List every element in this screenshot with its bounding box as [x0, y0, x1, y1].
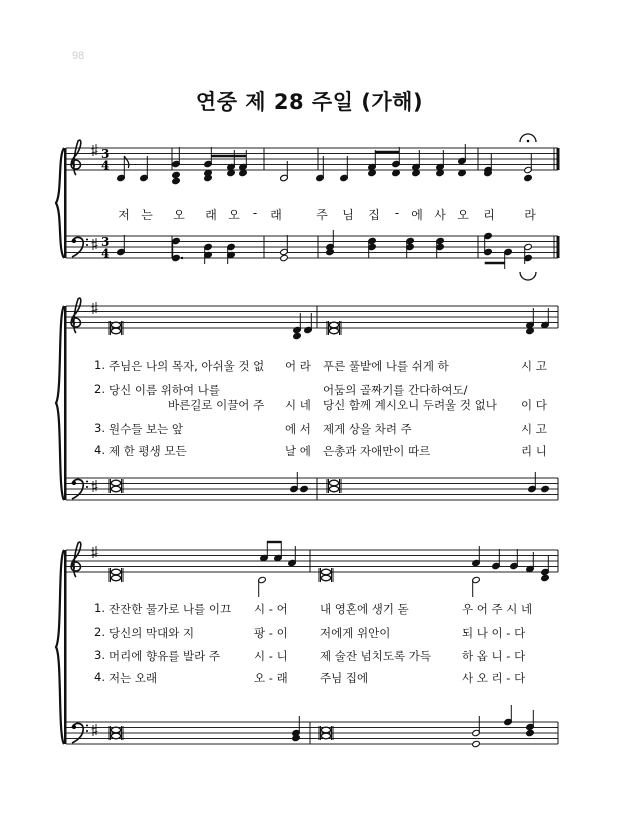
verse-text: 원수들 보는 앞 — [109, 422, 183, 436]
syllable: 는 — [141, 208, 153, 222]
verse-text: 어둠의 골짜기를 간다하여도/ — [323, 383, 468, 397]
breve-head — [111, 328, 120, 334]
breve-head — [321, 575, 330, 581]
note-head — [472, 740, 481, 747]
syllable: 오 — [228, 208, 240, 222]
final-barline — [557, 236, 560, 258]
breve-head — [111, 569, 120, 575]
note-head — [524, 174, 533, 181]
verse-text: 에 서 — [285, 422, 311, 436]
verse-text: 은총과 자애만이 따르 — [323, 444, 431, 458]
breve-head — [329, 486, 338, 492]
verse-text: 잔잔한 물가로 나를 이끄 — [109, 602, 232, 616]
syllable: 사 — [434, 208, 446, 222]
verse-text: 제게 상을 차려 주 — [323, 422, 412, 436]
fermata-dot — [527, 140, 530, 143]
verse-text: 시 고 — [521, 359, 547, 373]
note-head — [172, 171, 181, 178]
verse-text: 시 고 — [521, 422, 547, 436]
note-head — [541, 574, 550, 581]
syllable: 님 — [342, 208, 354, 222]
fermata — [520, 272, 536, 280]
verse-text: 제 한 평생 모든 — [109, 444, 187, 458]
breve-head — [321, 569, 330, 575]
sharp-sign — [92, 724, 98, 736]
page-number: 98 — [72, 50, 85, 62]
final-barline — [557, 148, 560, 170]
syllable: 주 — [316, 208, 328, 222]
bass-clef-dot — [86, 481, 88, 483]
sharp-sign — [92, 546, 98, 558]
syllable: 오 — [173, 208, 185, 222]
verse-text: 저에게 위안이 — [320, 626, 391, 640]
time-signature-bottom: 4 — [101, 158, 110, 173]
breve-head — [111, 486, 120, 492]
verse-text: 사 오 리 - 다 — [462, 671, 526, 685]
note-head — [541, 485, 550, 492]
syllable: 에 — [411, 208, 423, 222]
brace — [56, 148, 64, 258]
syllable: 오 — [457, 208, 469, 222]
verse-text: 당신의 막대와 지 — [109, 626, 195, 640]
syllable: - — [394, 206, 400, 220]
verse-number: 2. — [94, 625, 105, 639]
syllable: - — [252, 206, 258, 220]
note-head — [172, 177, 181, 184]
note-flag — [124, 156, 129, 168]
bass-clef-dot — [86, 244, 88, 246]
time-signature-bottom: 4 — [101, 246, 110, 261]
breve-head — [321, 733, 330, 739]
verse-text: 당신 이름 위하여 나를 — [109, 383, 220, 397]
verse-text: 리 니 — [521, 444, 547, 458]
verse-text: 바른길로 이끌어 주 — [168, 398, 265, 412]
syllable: 리 — [483, 208, 495, 222]
verse-text: 저는 오래 — [109, 671, 158, 685]
breve-head — [111, 733, 120, 739]
breve-head — [329, 328, 338, 334]
bass-clef-dot — [86, 725, 88, 727]
verse-text: 주님 집에 — [320, 671, 369, 685]
breve-head — [329, 480, 338, 486]
bass-clef-dot — [86, 730, 88, 732]
verse-text: 내 영혼에 생기 돋 — [320, 602, 409, 616]
syllable: 집 — [368, 208, 380, 222]
page-title: 연중 제 28 주일 (가해) — [195, 90, 424, 114]
verse-text: 주님은 나의 목자, 아쉬울 것 없 — [109, 359, 265, 373]
breve-head — [329, 322, 338, 328]
brace — [56, 306, 64, 500]
note-head — [293, 332, 302, 339]
breve-head — [321, 727, 330, 733]
verse-number: 2. — [94, 382, 105, 396]
sharp-sign — [92, 144, 98, 156]
syllable: 라 — [524, 208, 536, 222]
syllable: 저 — [118, 208, 130, 222]
verse-text: 오 - 래 — [254, 671, 288, 685]
bass-clef-dot — [72, 239, 76, 243]
syllable: 래 — [205, 208, 217, 222]
sharp-sign — [92, 238, 98, 250]
breve-head — [111, 480, 120, 486]
breve-head — [111, 727, 120, 733]
note-head — [280, 254, 289, 261]
note-head — [526, 729, 535, 736]
breve-head — [111, 575, 120, 581]
verse-text: 푸른 풀밭에 나를 쉬게 하 — [323, 359, 449, 373]
verse-text: 시 - 니 — [254, 649, 288, 663]
verse-text: 이 다 — [521, 398, 547, 412]
verse-number: 3. — [94, 648, 105, 662]
verse-text: 시 - 어 — [254, 602, 288, 616]
verse-number: 1. — [94, 358, 105, 372]
verse-text: 하 옵 니 - 다 — [462, 649, 526, 663]
bass-clef-dot — [86, 239, 88, 241]
breve-head — [111, 322, 120, 328]
note-head — [280, 174, 289, 181]
sharp-sign — [92, 480, 98, 492]
augmentation-dot — [181, 257, 183, 259]
verse-number: 4. — [94, 670, 105, 684]
sharp-sign — [92, 302, 98, 314]
verse-text: 팡 - 이 — [254, 626, 288, 640]
verse-number: 1. — [94, 601, 105, 615]
verse-text: 우 어 주 시 네 — [462, 602, 533, 616]
note-head — [300, 485, 309, 492]
verse-number: 3. — [94, 421, 105, 435]
time-signature-top: 3 — [101, 235, 110, 249]
brace — [56, 550, 64, 744]
verse-number: 4. — [94, 443, 105, 457]
bass-clef-dot — [86, 486, 88, 488]
syllable: 래 — [270, 208, 282, 222]
bass-clef-dot — [72, 725, 76, 729]
verse-text: 날 에 — [285, 444, 311, 458]
bass-clef-dot — [72, 481, 76, 485]
verse-text: 어 라 — [285, 359, 311, 373]
verse-text: 시 네 — [285, 398, 311, 412]
verse-text: 당신 함께 계시오니 두려울 것 없나 — [323, 398, 497, 412]
verse-text: 머리에 향유를 발라 주 — [109, 649, 220, 663]
verse-text: 되 나 이 - 다 — [462, 626, 526, 640]
time-signature-top: 3 — [101, 147, 110, 161]
verse-text: 제 술잔 넘치도록 가득 — [320, 649, 431, 663]
